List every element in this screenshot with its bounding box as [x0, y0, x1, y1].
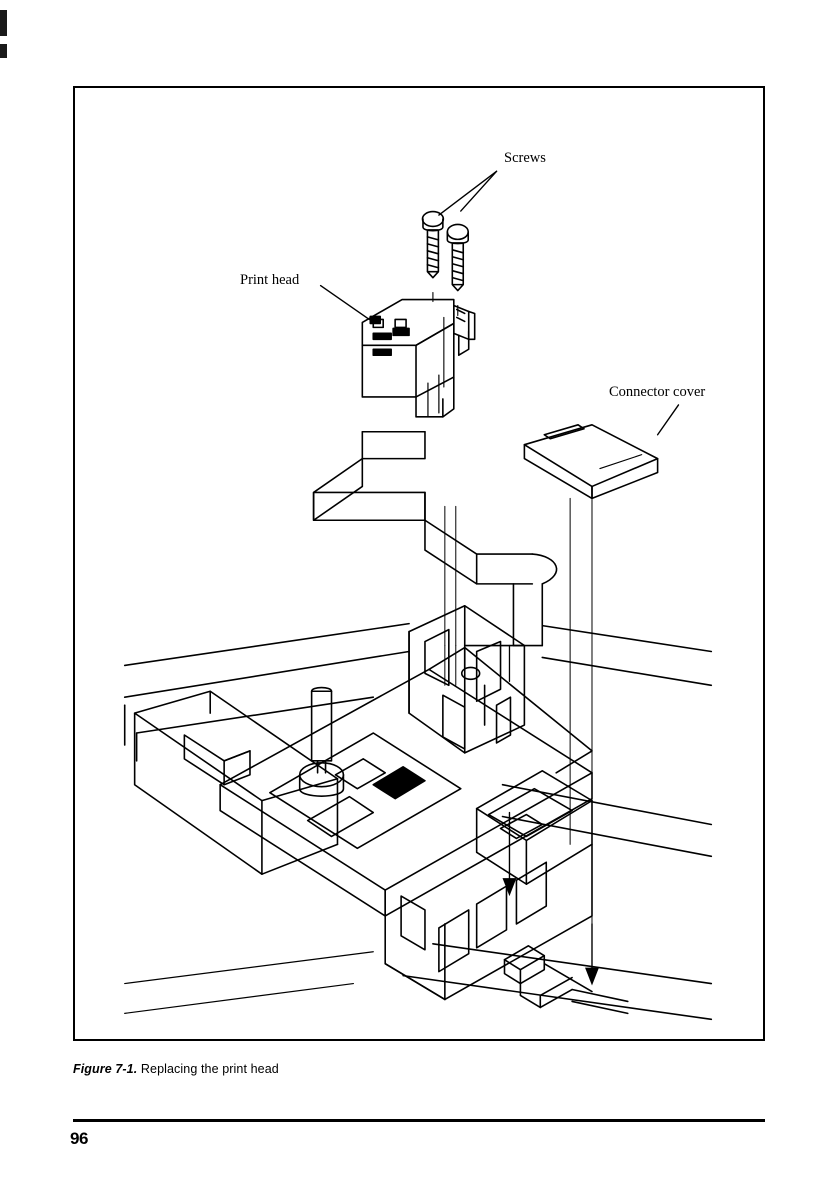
footer-rule [73, 1119, 765, 1122]
callout-screws: Screws [504, 150, 546, 166]
screw-right [447, 224, 468, 290]
printer-chassis [125, 606, 712, 1020]
callout-connector-cover: Connector cover [609, 384, 706, 400]
page-number: 96 [70, 1129, 88, 1148]
edge-registration-mark-top [0, 10, 7, 36]
connector-cover [524, 425, 657, 499]
screw-left [422, 212, 443, 278]
figure-illustration [75, 88, 763, 1039]
callout-print-head: Print head [240, 272, 300, 288]
figure-title: Replacing the print head [137, 1062, 279, 1076]
flat-flex-cable [314, 432, 557, 682]
edge-registration-mark-bottom [0, 44, 7, 58]
print-head-body [362, 300, 474, 417]
figure-caption [73, 1062, 279, 1076]
figure-frame [73, 86, 765, 1041]
figure-number: Figure 7-1. [73, 1062, 138, 1076]
